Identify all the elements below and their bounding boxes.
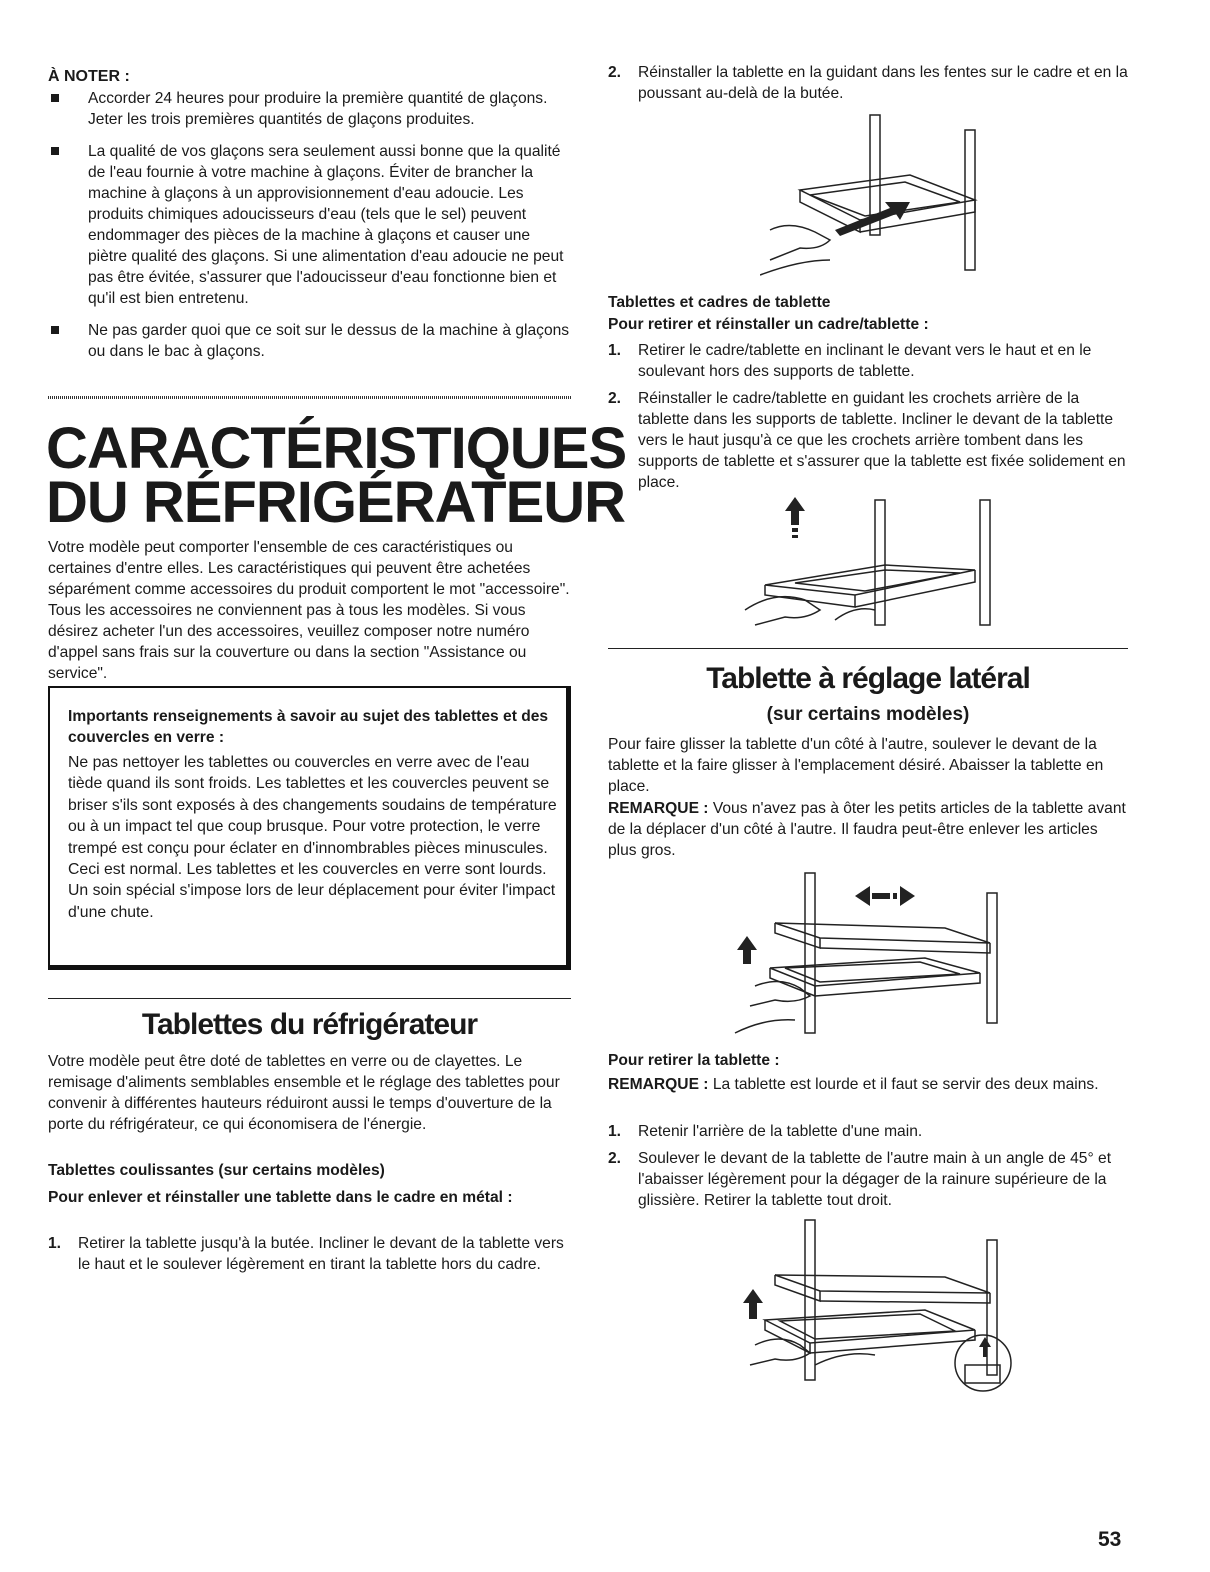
shelf-slide-out-illustration xyxy=(760,110,1000,290)
warning-body: Ne pas nettoyer les tablettes ou couvercles en verre avec de l'eau tiède quand ils sont froids. Les tablettes et les couvercles peuvent se briser s'ils sont exposés à des changements soudains de température ou à un impact tel que coup brusque. Pour votre protection, le verre trempé est conçu pour éclater en d'innombrables pièces minuscules. Ceci est normal. Les tablettes et les couvercles en verre sont lourds. Un soin spécial s'impose lors de leur déplacement pour éviter l'impact d'une chute. xyxy=(68,754,557,921)
frames-steps xyxy=(608,340,1128,499)
lateral-body: Pour faire glisser la tablette d'un côté à l'autre, soulever le devant de la tablette et la faire glisser à l'emplacement désiré. Abaisser la tablette en place. xyxy=(608,736,1104,795)
list-item: 1. Retenir l'arrière de la tablette d'une main. xyxy=(608,1123,923,1140)
list-item: Accorder 24 heures pour produire la première quantité de glaçons. Jeter les trois premières quantités de glaçons produites. xyxy=(48,88,573,130)
shelf-removal-illustration xyxy=(735,1215,1025,1400)
sliding-subheading: Pour enlever et réinstaller une tablette dans le cadre en métal : xyxy=(48,1189,513,1206)
page-title-line1: CARACTÉRISTIQUES xyxy=(46,416,627,481)
shelves-title: Tablettes du réfrigérateur xyxy=(141,1008,478,1041)
list-item: 2. Réinstaller le cadre/tablette en guidant les crochets arrière de la tablette dans les supports de tablette. Incliner le devant de la tablette vers le haut jusqu'à ce que les crochets arrière tombent dans les supports de tablette et s'assurer que la tablette est fixée solidement en place. xyxy=(608,390,1126,491)
note-list xyxy=(48,88,573,373)
remove-heading: Pour retirer la tablette : xyxy=(608,1052,780,1069)
shelf-frame-lift-illustration xyxy=(735,495,1005,630)
section-divider xyxy=(608,648,1128,649)
remove-steps xyxy=(608,1121,1128,1217)
note-heading: À NOTER : xyxy=(48,68,130,85)
lateral-remark: REMARQUE : Vous n'avez pas à ôter les petits articles de la tablette avant de la déplacer d'un côté à l'autre. Il faudra peut-être enlever les articles plus gros. xyxy=(608,800,1126,859)
dotted-divider xyxy=(48,396,571,399)
frames-subheading: Pour retirer et réinstaller un cadre/tablette : xyxy=(608,316,929,333)
warning-heading: Importants renseignements à savoir au sujet des tablettes et des couvercles en verre : xyxy=(68,708,549,746)
shelves-body: Votre modèle peut être doté de tablettes en verre ou de clayettes. Le remisage d'aliments semblables ensemble et le réglage des tablettes pour convenir à différentes hauteurs réduiront aussi le temps d'ouverture de la porte du réfrigérateur, ce qui économisera de l'énergie. xyxy=(48,1053,560,1133)
frames-heading: Tablettes et cadres de tablette xyxy=(608,294,831,311)
list-item: 1. Retirer le cadre/tablette en inclinant le devant vers le haut et en le soulevant hors des supports de tablette. xyxy=(608,342,1092,380)
list-item: Ne pas garder quoi que ce soit sur le dessus de la machine à glaçons ou dans le bac à glaçons. xyxy=(48,320,573,362)
page-title-line2: DU RÉFRIGÉRATEUR xyxy=(46,470,626,535)
section-divider xyxy=(48,998,571,999)
lateral-slide-illustration xyxy=(725,868,1015,1043)
list-item: 2. Réinstaller la tablette en la guidant dans les fentes sur le cadre et en la poussant au-delà de la butée. xyxy=(608,64,1128,102)
remove-remark: REMARQUE : La tablette est lourde et il faut se servir des deux mains. xyxy=(608,1076,1099,1093)
warning-box xyxy=(48,686,571,970)
page-number: 53 xyxy=(1098,1528,1122,1551)
intro-paragraph: Votre modèle peut comporter l'ensemble de ces caractéristiques ou certaines d'entre elles. Les caractéristiques qui peuvent être achetées séparément comme accessoires du produit comportent le mot "accessoire". Tous les accessoires ne conviennent pas à tous les modèles. Si vous désirez acheter l'un des accessoires, veuillez composer notre numéro d'appel sans frais sur la couverture ou dans la section "Assistance ou service". xyxy=(48,539,570,682)
sliding-steps xyxy=(48,1233,568,1281)
list-item: 2. Soulever le devant de la tablette de l'autre main à un angle de 45° et l'abaisser légèrement pour la dégager de la rainure supérieure de la glissière. Retirer la tablette tout droit. xyxy=(608,1150,1112,1209)
lateral-title: Tablette à réglage latéral xyxy=(706,662,1030,695)
sliding-heading: Tablettes coulissantes (sur certains modèles) xyxy=(48,1162,385,1179)
sliding-steps-continued xyxy=(608,62,1128,110)
list-item: 1. Retirer la tablette jusqu'à la butée. Incliner le devant de la tablette vers le haut et le soulever légèrement en tirant la tablette hors du cadre. xyxy=(48,1235,564,1273)
lateral-subtitle: (sur certains modèles) xyxy=(766,704,970,725)
list-item: La qualité de vos glaçons sera seulement aussi bonne que la qualité de l'eau fournie à votre machine à glaçons. Éviter de brancher la machine à glaçons à un approvisionnement d'eau adoucie. Les produits chimiques adoucisseurs d'eau (tels que le sel) peuvent endommager des pièces de la machine à glaçons et causer une piètre qualité des glaçons. Si une alimentation d'eau adoucie ne peut pas être évitée, s'assurer que l'adoucisseur d'eau fonctionne bien et qu'il est bien entretenu. xyxy=(48,141,573,309)
